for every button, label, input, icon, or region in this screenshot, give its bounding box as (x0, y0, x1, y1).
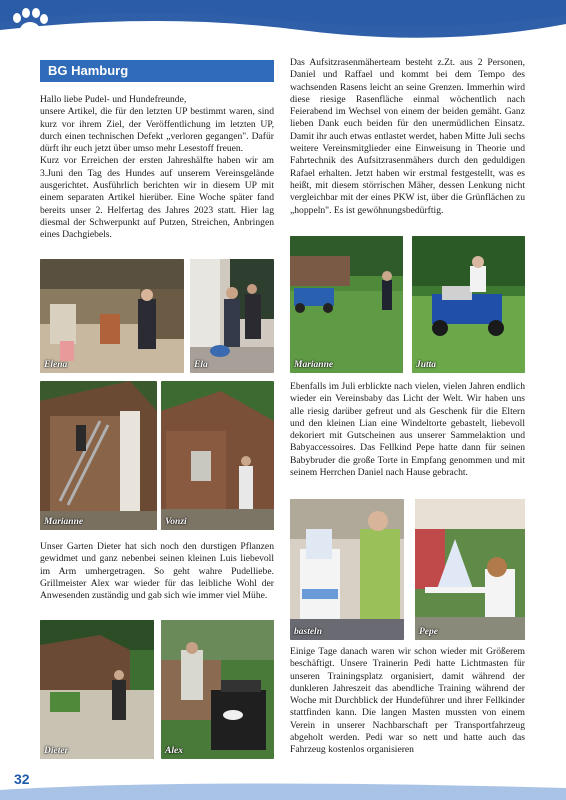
photo-caption: Dieter (44, 746, 69, 756)
garden-text: Unser Garten Dieter hat sich noch den durstigen Pflanzen gewidmet und ganz nebenbei seinen kleinen Luis liebevoll im Arm umhergetragen. So geht wahre Pudelliebe. Grillmeister Alex war wieder für das leibliche Wohl der Anwesenden zuständig und gab sich wie immer viel Mühe. (40, 541, 274, 602)
footer-band (0, 778, 566, 800)
lights-text: Einige Tage danach waren wir schon wieder mit Größerem beschäftigt. Unsere Trainerin Pedi hatte Lichtmasten für unseren Trainingsplatz organisiert, damit während der dunkleren Jahreszeit das abendliche Training während der Woche mit Durchblick der Hundeführer und ihrer Fellkinder stattfinden kann. Die langen Masten mussten von einem Verein in unserer Nachbarschaft per Transportfahrzeug abgeholt werden. Pedi war so nett und hatte auch das Fahrzeug kostenlos organisieren (290, 646, 525, 756)
section-heading: BG Hamburg (40, 60, 274, 82)
greeting: Hallo liebe Pudel- und Hundefreunde, (40, 94, 187, 105)
paragraph: Kurz vor Erreichen der ersten Jahreshälfte haben wir am 3.Juni den Tag des Hundes auf unserem Vereinsgelände ausgerichtet. Ausführlich berichten wir in diesem UP mit einem separaten Artikel hierüber. Eine Woche später fand bereits unser 2. Helfertag des Jahres 2023 statt. Hier lag diesmal der Schwerpunkt auf Putzen, Streichen, Anbringen eines Dachgiebels. (40, 155, 274, 241)
photo-ela (190, 259, 274, 373)
photo-caption: Elena (44, 360, 68, 370)
photo-caption: Ela (194, 360, 208, 370)
photo-marianne-mower (290, 236, 403, 373)
photo-vonzi (161, 381, 274, 530)
photo-caption: Alex (165, 746, 183, 756)
photo-alex (161, 620, 274, 759)
photo-caption: Marianne (44, 517, 84, 527)
photo-jutta (412, 236, 525, 373)
photo-caption: Vonzi (165, 517, 187, 527)
baby-text: Ebenfalls im Juli erblickte nach vielen, vielen Jahren endlich wieder ein Vereinsbaby das Licht der Welt. Wir haben uns alle riesig darüber gefreut und als Geschenk für die Eltern und den kleinen Lian eine Windeltorte gebastelt, liebevoll dekoriert mit Gutscheinen aus unserer Sammelaktion und Babyaccessoires. Das Fellkind Pepe hatte dann für seinen Babybruder die große Torte in Empfang genommen und mit seinem Herrchen Daniel nach Hause gebracht. (290, 381, 525, 479)
photo-basteln (290, 499, 404, 640)
photo-caption: Pepe (419, 627, 438, 637)
photo-caption: basteln (294, 627, 322, 637)
intro-text (40, 94, 274, 242)
photo-caption: Jutta (416, 360, 437, 370)
photo-dieter (40, 620, 154, 759)
photo-caption: Marianne (294, 360, 334, 370)
photo-pepe (415, 499, 525, 640)
paragraph: unsere Artikel, die für den letzten UP bestimmt waren, sind kurz vor ihrem Ziel, der Veröffentlichung im letzten UP, durch einen technischen Defekt „verloren gegangen". Dafür dürft ihr euch jetzt über umso mehr Lesestoff freuen. (40, 106, 274, 155)
photo-elena (40, 259, 184, 373)
mower-text: Das Aufsitzrasenmäherteam besteht z.Zt. aus 2 Personen, Daniel und Raffael und kommt bei dem Tempo des wachsenden Rasens leicht an seine Grenzen. Immerhin wird diese riesige Rasenfläche einmal wöchentlich nach Feierabend im Wechsel von einem der beiden gemäht. Ganz lieben Dank euch beiden für den unermüdlichen Einsatz. Damit ihr auch etwas entlastet werdet, haben Mitte Juli sechs weitere Vereinsmitglieder eine Einweisung in Theorie und Fahrtechnik des Aufsitzrasenmähers durch den geduldigen Rafael erhalten. Jetzt haben wir erstmal festgestellt, was es heißt, mit diesem störrischen Mäher, dessen Lenkung nicht vergleichbar mit der eines PKW ist, über die Grünflächen zu „hoppeln". Es ist gewöhnungsbedürftig. (290, 57, 525, 216)
page-number: 32 (14, 771, 30, 787)
photo-marianne-ladder (40, 381, 157, 530)
header-banner (0, 0, 566, 48)
